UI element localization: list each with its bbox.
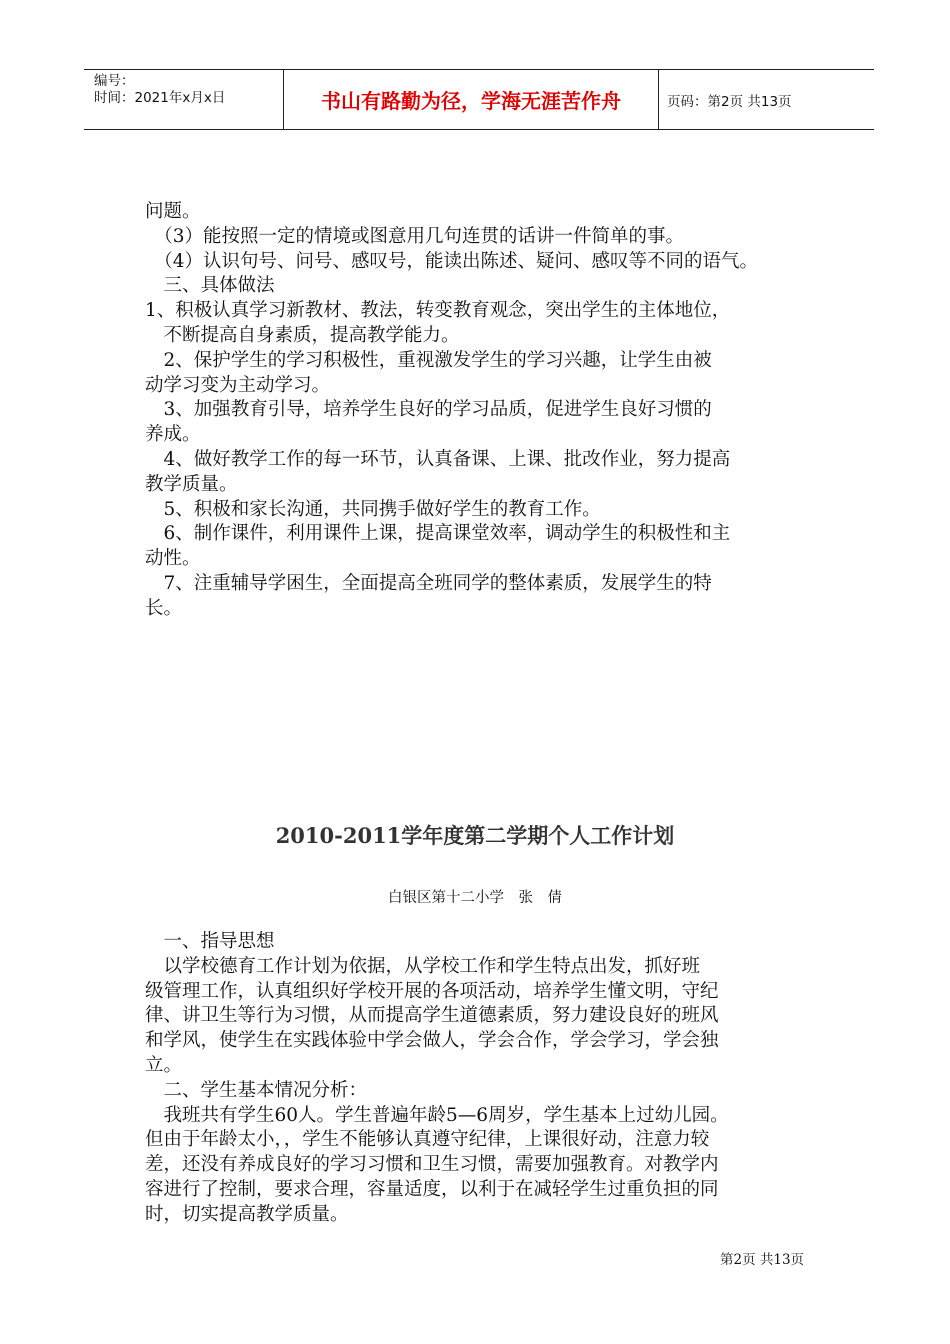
paragraph-line: 立。 <box>145 1054 183 1076</box>
paragraph-line: 三、具体做法 <box>145 275 275 297</box>
paragraph-line: 教学质量。 <box>145 473 238 495</box>
header-meta <box>84 70 284 129</box>
paragraph-line: 一、指导思想 <box>145 931 275 952</box>
paragraph-line: 和学风，使学生在实践体验中学会做人，学会合作，学会学习，学会独 <box>145 1030 719 1052</box>
paragraph-line: 5、积极和家长沟通，共同携手做好学生的教育工作。 <box>145 498 601 520</box>
paragraph-line: （3）能按照一定的情境或图意用几句连贯的话讲一件简单的事。 <box>145 225 685 247</box>
paragraph-line: 二、学生基本情况分析： <box>145 1079 368 1101</box>
page-footer: 第2页 共13页 <box>720 1252 805 1268</box>
paragraph-line: 不断提高自身素质，提高教学能力。 <box>145 324 460 346</box>
paragraph-line: 养成。 <box>145 424 201 446</box>
paragraph-line: 动性。 <box>145 548 201 570</box>
header-page-info: 页码：第2页 共13页 <box>667 93 792 110</box>
paragraph-line: 3、加强教育引导，培养学生良好的学习品质，促进学生良好习惯的 <box>145 399 712 421</box>
paragraph-line: 差，还没有养成良好的学习习惯和卫生习惯，需要加强教育。对教学内 <box>145 1154 719 1176</box>
paragraph-line: 级管理工作，认真组织好学校开展的各项活动，培养学生懂文明，守纪 <box>145 980 719 1002</box>
body-section-2 <box>145 930 835 1228</box>
paragraph-line: 7、注重辅导学困生，全面提高全班同学的整体素质，发展学生的特 <box>145 572 712 594</box>
header-motto: 书山有路勤为径，学海无涯苦作舟 <box>284 70 659 129</box>
paragraph-line: 问题。 <box>145 201 201 222</box>
paragraph-line: 以学校德育工作计划为依据，从学校工作和学生特点出发，抓好班 <box>145 955 701 977</box>
paragraph-line: （4）认识句号、问号、感叹号，能读出陈述、疑问、感叹等不同的语气。 <box>145 250 759 272</box>
paragraph-line: 动学习变为主动学习。 <box>145 374 331 396</box>
paragraph-line: 4、做好教学工作的每一环节，认真备课、上课、批改作业，努力提高 <box>145 448 731 470</box>
paragraph-line: 6、制作课件，利用课件上课，提高课堂效率，调动学生的积极性和主 <box>145 523 731 545</box>
paragraph-line: 长。 <box>145 597 183 619</box>
paragraph-line: 2、保护学生的学习积极性，重视激发学生的学习兴趣，让学生由被 <box>145 349 712 371</box>
paragraph-line: 时，切实提高教学质量。 <box>145 1203 349 1225</box>
time-label: 时间：2021年x月x日 <box>94 90 226 106</box>
paragraph-line: 律、讲卫生等行为习惯，从而提高学生道德素质，努力建设良好的班风 <box>145 1005 719 1027</box>
author-line: 白银区第十二小学 张 倩 <box>388 890 562 906</box>
paragraph-line: 1、积极认真学习新教材、教法，转变教育观念，突出学生的主体地位， <box>145 300 731 322</box>
paragraph-line: 但由于年龄太小，，学生不能够认真遵守纪律，上课很好动，注意力较 <box>145 1129 710 1151</box>
header-table <box>84 69 874 130</box>
document-title: 2010-2011学年度第二学期个人工作计划 <box>275 823 675 848</box>
number-label: 编号： <box>94 73 135 89</box>
paragraph-line: 我班共有学生60人。学生普遍年龄5—6周岁，学生基本上过幼儿园。 <box>145 1104 729 1126</box>
paragraph-line: 容进行了控制，要求合理，容量适度，以利于在减轻学生过重负担的同 <box>145 1178 719 1200</box>
body-section-1 <box>145 200 835 622</box>
